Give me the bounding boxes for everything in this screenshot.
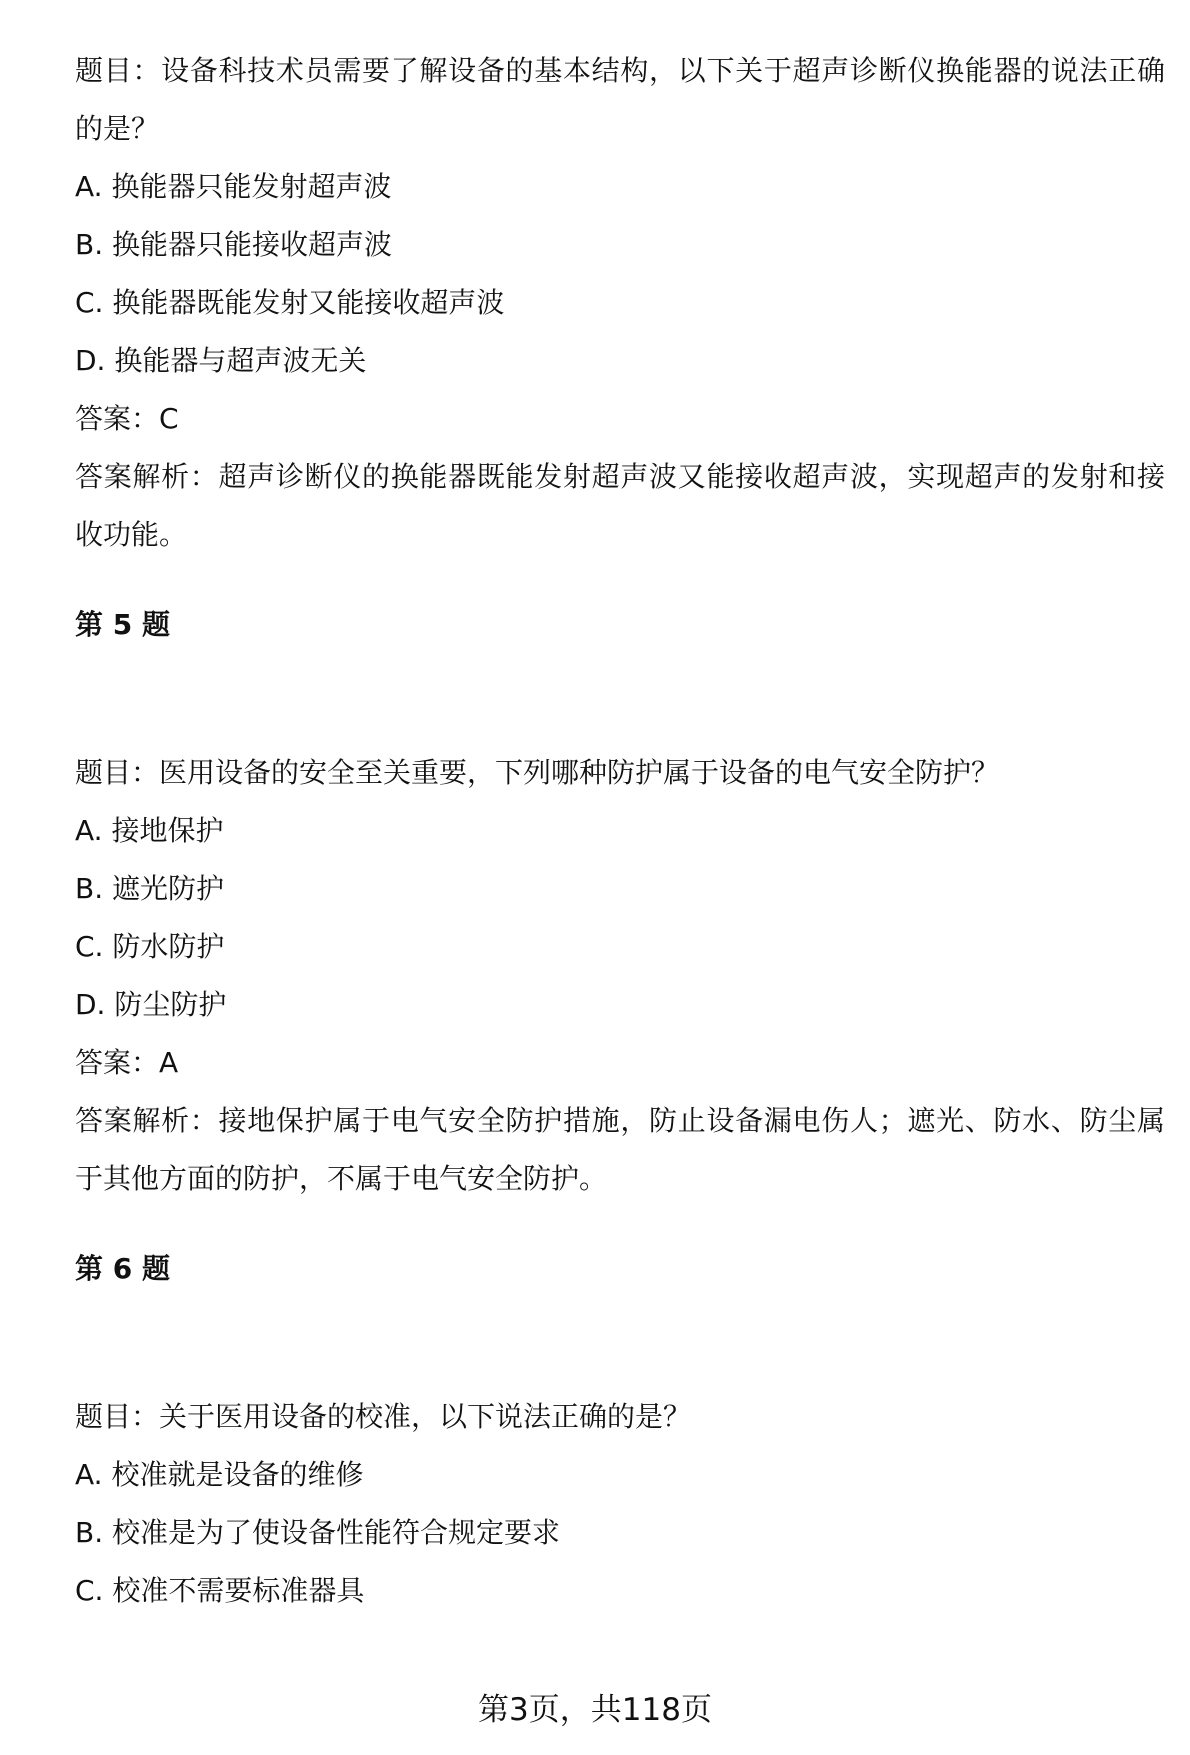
- option-a: A. 校准就是设备的维修: [75, 1458, 364, 1491]
- question-block-6: [75, 1240, 1165, 1620]
- option-c: C. 换能器既能发射又能接收超声波: [75, 286, 505, 319]
- document-page: [75, 42, 1165, 1620]
- option-d: D. 防尘防护: [75, 988, 227, 1021]
- answer: 答案：A: [75, 1046, 179, 1079]
- option-b: B. 校准是为了使设备性能符合规定要求: [75, 1516, 561, 1549]
- answer: 答案：C: [75, 402, 179, 435]
- explanation: 答案解析：超声诊断仪的换能器既能发射超声波又能接收超声波，实现超声的发射和接收功能。: [75, 460, 1165, 551]
- option-a: A. 换能器只能发射超声波: [75, 170, 392, 203]
- question-text: 题目：设备科技术员需要了解设备的基本结构，以下关于超声诊断仪换能器的说法正确的是？: [75, 54, 1165, 145]
- option-a: A. 接地保护: [75, 814, 224, 847]
- question-block-4: [75, 42, 1165, 564]
- question-block-5: [75, 596, 1165, 1208]
- question-heading: 第 5 题: [75, 608, 170, 641]
- option-d: D. 换能器与超声波无关: [75, 344, 367, 377]
- question-heading: 第 6 题: [75, 1252, 170, 1285]
- explanation: 答案解析：接地保护属于电气安全防护措施，防止设备漏电伤人；遮光、防水、防尘属于其他方面的防护，不属于电气安全防护。: [75, 1104, 1165, 1195]
- option-c: C. 防水防护: [75, 930, 225, 963]
- question-text: 题目：关于医用设备的校准，以下说法正确的是？: [75, 1400, 692, 1433]
- option-c: C. 校准不需要标准器具: [75, 1574, 365, 1607]
- question-text: 题目：医用设备的安全至关重要，下列哪种防护属于设备的电气安全防护？: [75, 756, 1000, 789]
- option-b: B. 遮光防护: [75, 872, 225, 905]
- option-b: B. 换能器只能接收超声波: [75, 228, 393, 261]
- page-number-footer: 第3页，共118页: [478, 1692, 712, 1728]
